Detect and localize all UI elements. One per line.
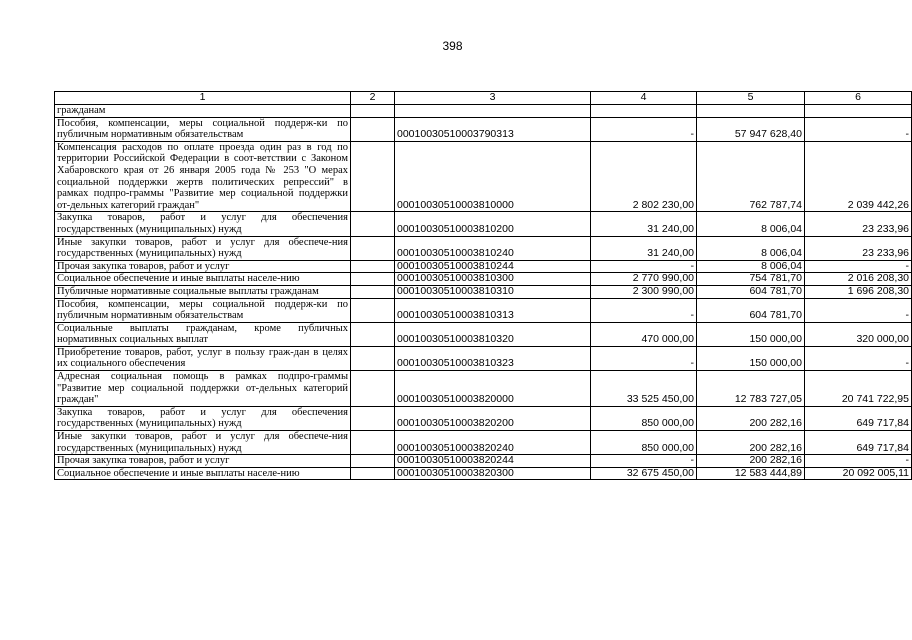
row-column-5-cell: 8 006,04 <box>697 236 805 260</box>
row-column-4-cell <box>591 105 697 118</box>
row-code-cell: 00010030510003790313 <box>395 117 591 141</box>
row-column-5-cell: 8 006,04 <box>697 212 805 236</box>
row-column-4-cell: - <box>591 298 697 322</box>
row-code-cell: 00010030510003810320 <box>395 322 591 346</box>
row-column-6-cell: 23 233,96 <box>805 212 912 236</box>
table-row <box>55 141 912 212</box>
row-code-cell: 00010030510003810244 <box>395 260 591 273</box>
row-code-cell: 00010030510003820240 <box>395 431 591 455</box>
budget-table-body <box>55 92 912 480</box>
row-column-5-cell: 200 282,16 <box>697 406 805 430</box>
row-name-cell: Публичные нормативные социальные выплаты гражданам <box>55 285 351 298</box>
row-column-6-cell: - <box>805 260 912 273</box>
row-name-cell: Прочая закупка товаров, работ и услуг <box>55 260 351 273</box>
row-column-6-cell: 649 717,84 <box>805 406 912 430</box>
row-name-cell: Социальные выплаты гражданам, кроме публичных нормативных социальных выплат <box>55 322 351 346</box>
row-code-cell: 00010030510003810300 <box>395 273 591 286</box>
row-column-2-cell <box>351 105 395 118</box>
row-name-cell: Приобретение товаров, работ, услуг в пользу граж-дан в целях их социального обеспечения <box>55 346 351 370</box>
table-row <box>55 467 912 480</box>
row-column-2-cell <box>351 236 395 260</box>
table-row <box>55 236 912 260</box>
row-column-2-cell <box>351 298 395 322</box>
page-number: 398 <box>442 39 463 53</box>
table-row <box>55 431 912 455</box>
row-column-4-cell: - <box>591 455 697 468</box>
row-column-6-cell: - <box>805 346 912 370</box>
row-column-4-cell: 470 000,00 <box>591 322 697 346</box>
row-column-2-cell <box>351 322 395 346</box>
row-column-6-cell: - <box>805 298 912 322</box>
row-name-cell: Социальное обеспечение и иные выплаты населе-нию <box>55 467 351 480</box>
row-name-cell: Адресная социальная помощь в рамках подпро-граммы "Развитие мер социальной поддержки от-дельных категорий граждан" <box>55 371 351 407</box>
row-column-5-cell: 12 783 727,05 <box>697 371 805 407</box>
row-column-5-cell: 754 781,70 <box>697 273 805 286</box>
column-header-5: 5 <box>697 92 805 105</box>
row-column-4-cell: 2 300 990,00 <box>591 285 697 298</box>
table-row <box>55 212 912 236</box>
row-column-2-cell <box>351 273 395 286</box>
row-code-cell: 00010030510003810240 <box>395 236 591 260</box>
row-column-2-cell <box>351 406 395 430</box>
row-code-cell: 00010030510003810000 <box>395 141 591 212</box>
row-column-5-cell: 200 282,16 <box>697 431 805 455</box>
row-code-cell: 00010030510003810310 <box>395 285 591 298</box>
row-column-4-cell: 33 525 450,00 <box>591 371 697 407</box>
row-column-4-cell: - <box>591 346 697 370</box>
row-column-2-cell <box>351 117 395 141</box>
row-column-2-cell <box>351 346 395 370</box>
row-name-cell: гражданам <box>55 105 351 118</box>
row-column-6-cell: 1 696 208,30 <box>805 285 912 298</box>
row-column-5-cell <box>697 105 805 118</box>
row-column-4-cell: 2 802 230,00 <box>591 141 697 212</box>
row-column-2-cell <box>351 141 395 212</box>
row-name-cell: Социальное обеспечение и иные выплаты населе-нию <box>55 273 351 286</box>
table-row <box>55 322 912 346</box>
row-column-5-cell: 762 787,74 <box>697 141 805 212</box>
row-column-5-cell: 200 282,16 <box>697 455 805 468</box>
row-column-2-cell <box>351 467 395 480</box>
row-code-cell: 00010030510003820200 <box>395 406 591 430</box>
row-column-4-cell: 32 675 450,00 <box>591 467 697 480</box>
table-row <box>55 455 912 468</box>
row-column-4-cell: - <box>591 260 697 273</box>
row-column-4-cell: 850 000,00 <box>591 406 697 430</box>
row-column-5-cell: 604 781,70 <box>697 285 805 298</box>
row-code-cell: 00010030510003810200 <box>395 212 591 236</box>
row-column-6-cell: 20 092 005,11 <box>805 467 912 480</box>
row-column-4-cell: 31 240,00 <box>591 212 697 236</box>
row-column-2-cell <box>351 455 395 468</box>
row-column-6-cell: 23 233,96 <box>805 236 912 260</box>
table-row <box>55 346 912 370</box>
row-column-4-cell: - <box>591 117 697 141</box>
table-row <box>55 273 912 286</box>
column-header-2: 2 <box>351 92 395 105</box>
row-name-cell: Иные закупки товаров, работ и услуг для обеспече-ния государственных (муниципальных) нужд <box>55 431 351 455</box>
table-row <box>55 298 912 322</box>
row-column-6-cell: 20 741 722,95 <box>805 371 912 407</box>
table-row <box>55 371 912 407</box>
row-column-6-cell: 320 000,00 <box>805 322 912 346</box>
row-column-6-cell: 2 016 208,30 <box>805 273 912 286</box>
row-column-6-cell: - <box>805 455 912 468</box>
row-name-cell: Пособия, компенсации, меры социальной поддерж-ки по публичным нормативным обязательствам <box>55 117 351 141</box>
column-header-6: 6 <box>805 92 912 105</box>
row-name-cell: Компенсация расходов по оплате проезда один раз в год по территории Российской Федерации в соот-ветствии с Законом Хабаровского края от 26 января 2005 года № 253 "О мерах социальной поддержки жертв политических репрессий" в рамках подпро-граммы "Развитие мер социальной поддержки от-дельных категорий граждан" <box>55 141 351 212</box>
table-row <box>55 260 912 273</box>
column-header-4: 4 <box>591 92 697 105</box>
row-name-cell: Закупка товаров, работ и услуг для обеспечения государственных (муниципальных) нужд <box>55 212 351 236</box>
row-code-cell: 00010030510003820300 <box>395 467 591 480</box>
row-column-6-cell: 649 717,84 <box>805 431 912 455</box>
row-column-5-cell: 150 000,00 <box>697 346 805 370</box>
row-column-2-cell <box>351 371 395 407</box>
table-row <box>55 117 912 141</box>
row-column-5-cell: 150 000,00 <box>697 322 805 346</box>
row-code-cell: 00010030510003820244 <box>395 455 591 468</box>
row-code-cell: 00010030510003810313 <box>395 298 591 322</box>
row-column-6-cell: 2 039 442,26 <box>805 141 912 212</box>
row-column-2-cell <box>351 431 395 455</box>
row-column-5-cell: 12 583 444,89 <box>697 467 805 480</box>
budget-table <box>54 91 912 480</box>
row-column-2-cell <box>351 285 395 298</box>
row-column-4-cell: 31 240,00 <box>591 236 697 260</box>
row-column-6-cell <box>805 105 912 118</box>
row-column-5-cell: 57 947 628,40 <box>697 117 805 141</box>
row-column-4-cell: 850 000,00 <box>591 431 697 455</box>
table-row <box>55 105 912 118</box>
column-header-1: 1 <box>55 92 351 105</box>
column-header-3: 3 <box>395 92 591 105</box>
row-name-cell: Иные закупки товаров, работ и услуг для обеспече-ния государственных (муниципальных) нужд <box>55 236 351 260</box>
row-column-5-cell: 8 006,04 <box>697 260 805 273</box>
row-name-cell: Прочая закупка товаров, работ и услуг <box>55 455 351 468</box>
row-name-cell: Пособия, компенсации, меры социальной поддерж-ки по публичным нормативным обязательствам <box>55 298 351 322</box>
table-row <box>55 285 912 298</box>
column-number-row <box>55 92 912 105</box>
row-column-4-cell: 2 770 990,00 <box>591 273 697 286</box>
table-row <box>55 406 912 430</box>
row-code-cell: 00010030510003820000 <box>395 371 591 407</box>
row-code-cell <box>395 105 591 118</box>
row-column-5-cell: 604 781,70 <box>697 298 805 322</box>
row-column-2-cell <box>351 212 395 236</box>
row-column-2-cell <box>351 260 395 273</box>
row-code-cell: 00010030510003810323 <box>395 346 591 370</box>
row-column-6-cell: - <box>805 117 912 141</box>
row-name-cell: Закупка товаров, работ и услуг для обеспечения государственных (муниципальных) нужд <box>55 406 351 430</box>
